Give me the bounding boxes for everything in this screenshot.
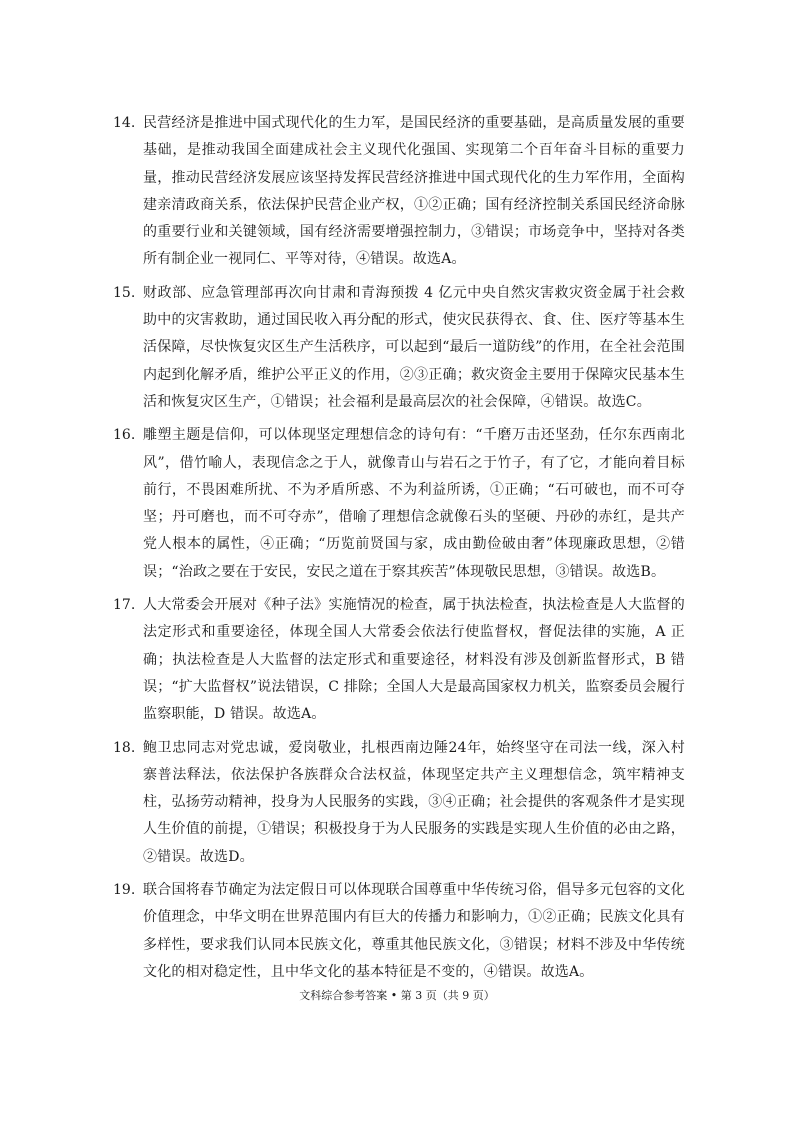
- answer-item-14: [113, 110, 685, 274]
- answer-list: [113, 110, 685, 992]
- item-text: 鲍卫忠同志对党忠诚，爱岗敬业，扎根西南边陲24年，始终坚守在司法一线，深入村寨普法释法，依法保护各族群众合法权益，体现坚定共产主义理想信念，筑牢精神支柱，弘扬劳动精神，投身为人民服务的实践，③④正确；社会提供的客观条件才是实现人生价值的前提，①错误；积极投身于为人民服务的实践是实现人生价值的必由之路，②错误。故选D。: [143, 739, 685, 865]
- item-number: 16.: [113, 427, 136, 444]
- item-number: 17.: [113, 597, 136, 614]
- item-text: 民营经济是推进中国式现代化的生力军，是国民经济的重要基础，是高质量发展的重要基础，是推动我国全面建成社会主义现代化强国、实现第二个百年奋斗目标的重要力量，推动民营经济发展应该坚持发挥民营经济推进中国式现代化的生力军作用，全面构建亲清政商关系，依法保护民营企业产权，①②正确；国有经济控制关系国民经济命脉的重要行业和关键领域，国有经济需要增强控制力，③错误；市场竞争中，坚持对各类所有制企业一视同仁、平等对待，④错误。故选A。: [143, 115, 685, 268]
- item-text: 雕塑主题是信仰，可以体现坚定理想信念的诗句有：“千磨万击还坚劲，任尔东西南北风”，借竹喻人，表现信念之于人，就像青山与岩石之于竹子，有了它，才能向着目标前行，不畏困难所扰、不为矛盾所惑、不为利益所诱，①正确；“石可破也，而不可夺坚；丹可磨也，而不可夺赤”，借喻了理想信念就像石头的坚硬、丹砂的赤红，是共产党人根本的属性，④正确；“历览前贤国与家，成由勤俭破由奢”体现廉政思想，②错误；“治政之要在于安民，安民之道在于察其疾苦”体现敬民思想，③错误。故选B。: [143, 427, 685, 580]
- item-number: 19.: [113, 882, 136, 899]
- answer-item-15: [113, 280, 685, 416]
- item-text: 人大常委会开展对《种子法》实施情况的检查，属于执法检查，执法检查是人大监督的法定形式和重要途径，体现全国人大常委会依法行使监督权，督促法律的实施，A 正确；执法检查是人大监督的法定形式和重要途径，材料没有涉及创新监督形式，B 错误；“扩大监督权”说法错误，C 排除；全国人大是最高国家权力机关，监察委员会履行监察职能，D 错误。故选A。: [143, 597, 685, 723]
- item-text: 财政部、应急管理部再次向甘肃和青海预拨 4 亿元中央自然灾害救灾资金属于社会救助中的灾害救助，通过国民收入再分配的形式，使灾民获得衣、食、住、医疗等基本生活保障，尽快恢复灾区生产生活秩序，可以起到“最后一道防线”的作用，在全社会范围内起到化解矛盾，维护公平正义的作用，②③正确；救灾资金主要用于保障灾民基本生活和恢复灾区生产，①错误；社会福利是最高层次的社会保障，④错误。故选C。: [143, 284, 685, 410]
- page-footer: 文科综合参考答案 • 第 3 页（共 9 页）: [299, 989, 495, 1002]
- item-number: 15.: [113, 284, 136, 301]
- answer-item-16: [113, 422, 685, 586]
- item-number: 18.: [113, 739, 136, 756]
- item-text: 联合国将春节确定为法定假日可以体现联合国尊重中华传统习俗，倡导多元包容的文化价值理念，中华文明在世界范围内有巨大的传播力和影响力，①②正确；民族文化具有多样性，要求我们认同本民族文化，尊重其他民族文化，③错误；材料不涉及中华传统文化的相对稳定性，且中华文化的基本特征是不变的，④错误。故选A。: [143, 882, 685, 980]
- answer-item-17: [113, 592, 685, 728]
- answer-item-18: [113, 735, 685, 871]
- item-number: 14.: [113, 115, 136, 131]
- answer-item-19: [113, 877, 685, 986]
